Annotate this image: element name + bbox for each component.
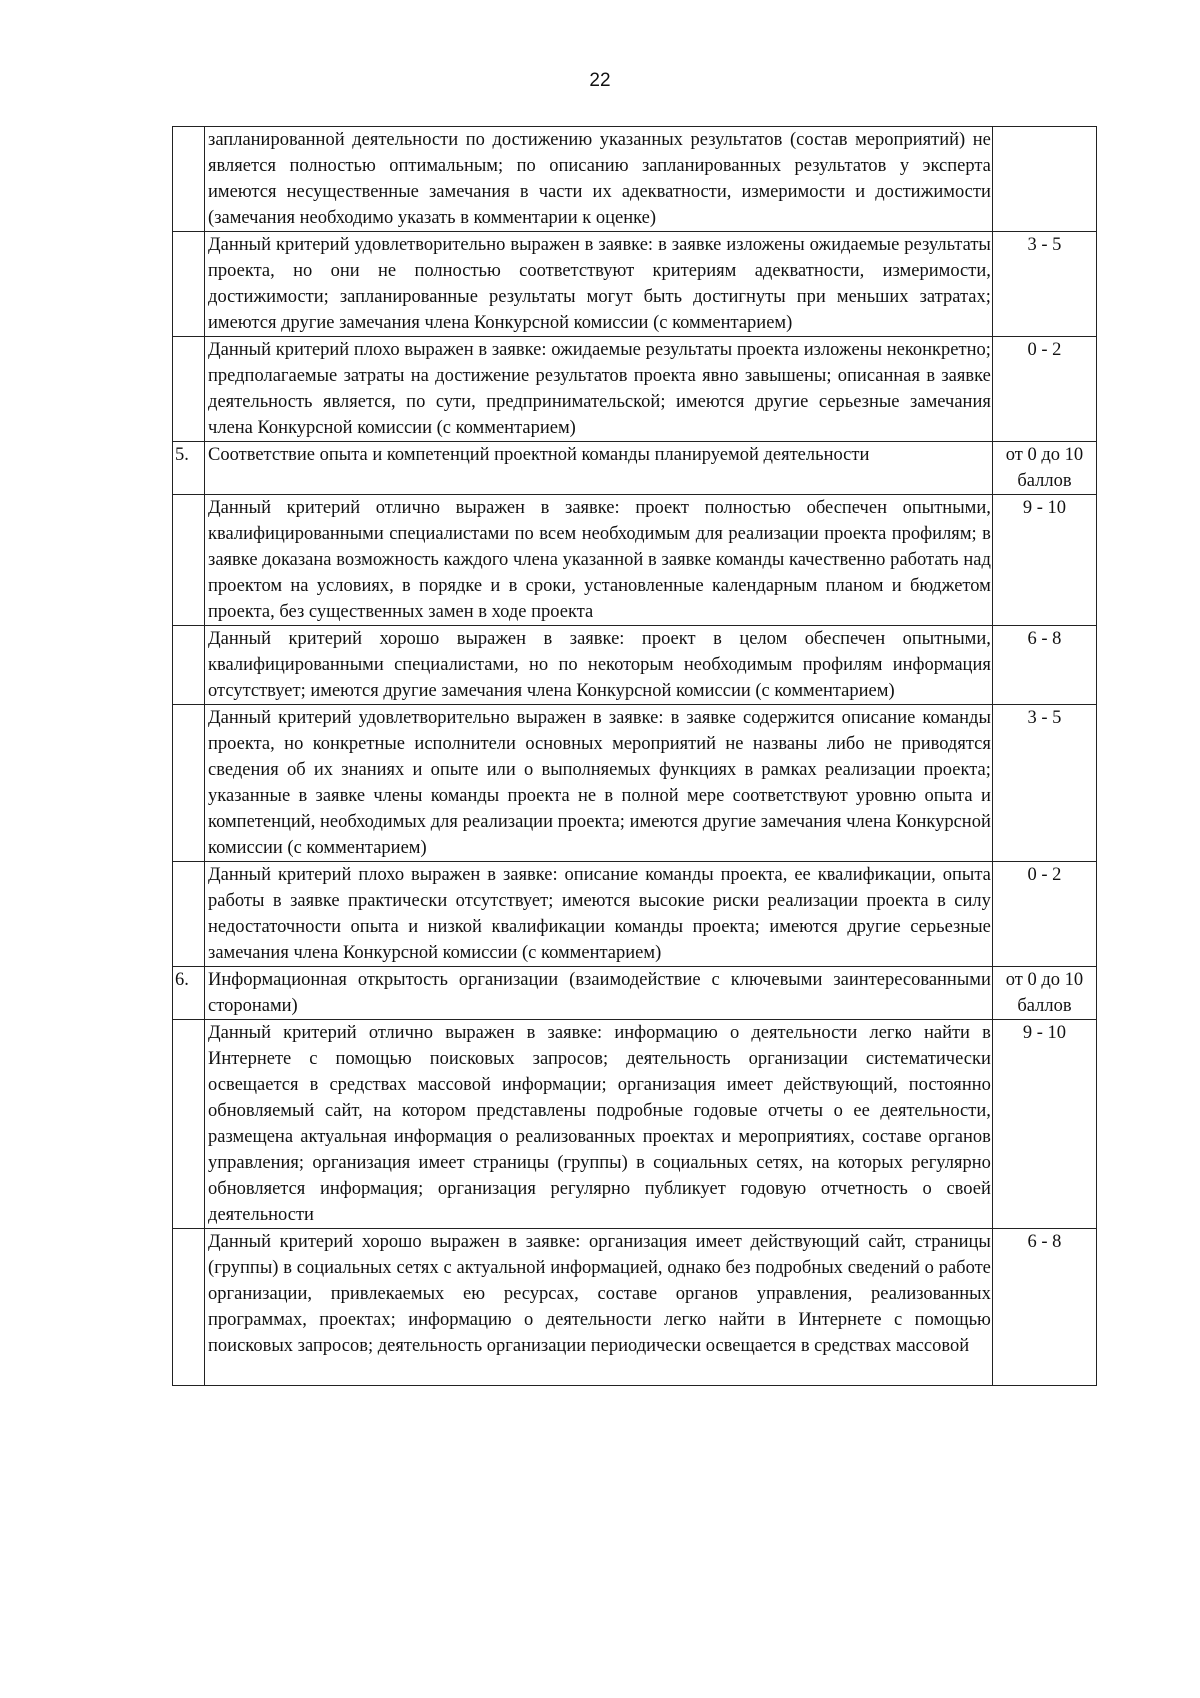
criterion-number: [173, 337, 205, 442]
criterion-number: [173, 1229, 205, 1386]
criterion-text: Данный критерий хорошо выражен в заявке: проект в целом обеспечен опытными, квалифицированными специалистами, но по некоторым необходимым профилям информация отсутствует; имеются другие замечания члена Конкурсной комиссии (с комментарием): [205, 626, 993, 705]
criterion-text: запланированной деятельности по достижению указанных результатов (состав мероприятий) не является полностью оптимальным; по описанию запланированных результатов у эксперта имеются несущественные замечания в части их адекватности, измеримости и достижимости (замечания необходимо указать в комментарии к оценке): [205, 127, 993, 232]
score-range: 0 - 2: [992, 862, 1096, 967]
criterion-text: Данный критерий удовлетворительно выражен в заявке: в заявке изложены ожидаемые результаты проекта, но они не полностью соответствуют критериям адекватности, измеримости, достижимости; запланированные результаты могут быть достигнуты при меньших затратах; имеются другие замечания члена Конкурсной комиссии (с комментарием): [205, 232, 993, 337]
score-range: 3 - 5: [992, 232, 1096, 337]
score-range: 3 - 5: [992, 705, 1096, 862]
score-range: 0 - 2: [992, 337, 1096, 442]
criterion-number: 6.: [173, 967, 205, 1020]
criterion-title: Информационная открытость организации (взаимодействие с ключевыми заинтересованными сторонами): [205, 967, 993, 1020]
score-range: 9 - 10: [992, 495, 1096, 626]
table-row: [173, 705, 1097, 862]
criterion-number: [173, 232, 205, 337]
table-row: [173, 626, 1097, 705]
table-row: [173, 1229, 1097, 1386]
criterion-text: Данный критерий отлично выражен в заявке: информацию о деятельности легко найти в Интернете с помощью поисковых запросов; деятельность организации систематически освещается в средствах массовой информации; организация имеет действующий, постоянно обновляемый сайт, на котором представлены подробные годовые отчеты о ее деятельности, размещена актуальная информация о реализованных проектах и мероприятиях, составе органов управления; организация имеет страницы (группы) в социальных сетях, на которых регулярно обновляется информация; организация регулярно публикует годовую отчетность о своей деятельности: [205, 1020, 993, 1229]
score-range: [992, 127, 1096, 232]
criterion-number: [173, 1020, 205, 1229]
score-range: 6 - 8: [992, 1229, 1096, 1386]
table-row: [173, 442, 1097, 495]
criterion-number: [173, 127, 205, 232]
criterion-text: Данный критерий плохо выражен в заявке: описание команды проекта, ее квалификации, опыта работы в заявке практически отсутствует; имеются высокие риски реализации проекта в силу недостаточности опыта и низкой квалификации команды проекта; имеются другие серьезные замечания члена Конкурсной комиссии (с комментарием): [205, 862, 993, 967]
table-row: [173, 967, 1097, 1020]
criterion-number: [173, 705, 205, 862]
score-range: от 0 до 10 баллов: [992, 442, 1096, 495]
criterion-number: [173, 495, 205, 626]
table-row: [173, 1020, 1097, 1229]
table-row: [173, 337, 1097, 442]
score-range: 9 - 10: [992, 1020, 1096, 1229]
criterion-title: Соответствие опыта и компетенций проектной команды планируемой деятельности: [205, 442, 993, 495]
criterion-number: 5.: [173, 442, 205, 495]
criterion-number: [173, 626, 205, 705]
table-row: [173, 862, 1097, 967]
score-range: 6 - 8: [992, 626, 1096, 705]
criterion-text: Данный критерий удовлетворительно выражен в заявке: в заявке содержится описание команды проекта, но конкретные исполнители основных мероприятий не названы либо не приводятся сведения об их знаниях и опыте или о выполняемых функциях в рамках реализации проекта; указанные в заявке члены команды проекта не в полной мере соответствуют уровню опыта и компетенций, необходимых для реализации проекта; имеются другие замечания члена Конкурсной комиссии (с комментарием): [205, 705, 993, 862]
criterion-text: Данный критерий плохо выражен в заявке: ожидаемые результаты проекта изложены неконкретно; предполагаемые затраты на достижение результатов проекта явно завышены; описанная в заявке деятельность является, по сути, предпринимательской; имеются другие серьезные замечания члена Конкурсной комиссии (с комментарием): [205, 337, 993, 442]
table-row: [173, 127, 1097, 232]
table-row: [173, 232, 1097, 337]
criteria-table: [172, 126, 1097, 1386]
score-range: от 0 до 10 баллов: [992, 967, 1096, 1020]
criterion-text: Данный критерий хорошо выражен в заявке: организация имеет действующий сайт, страницы (группы) в социальных сетях с актуальной информацией, однако без подробных сведений о работе организации, привлекаемых ею ресурсах, составе органов управления, реализованных программах, проектах; информацию о деятельности легко найти в Интернете с помощью поисковых запросов; деятельность организации периодически освещается в средствах массовой: [205, 1229, 993, 1386]
page-number: 22: [589, 70, 611, 91]
criterion-number: [173, 862, 205, 967]
criterion-text: Данный критерий отлично выражен в заявке: проект полностью обеспечен опытными, квалифицированными специалистами по всем необходимым для реализации проекта профилям; в заявке доказана возможность каждого члена указанной в заявке команды качественно работать над проектом на условиях, в порядке и в сроки, установленные календарным планом и бюджетом проекта, без существенных замен в ходе проекта: [205, 495, 993, 626]
table-row: [173, 495, 1097, 626]
